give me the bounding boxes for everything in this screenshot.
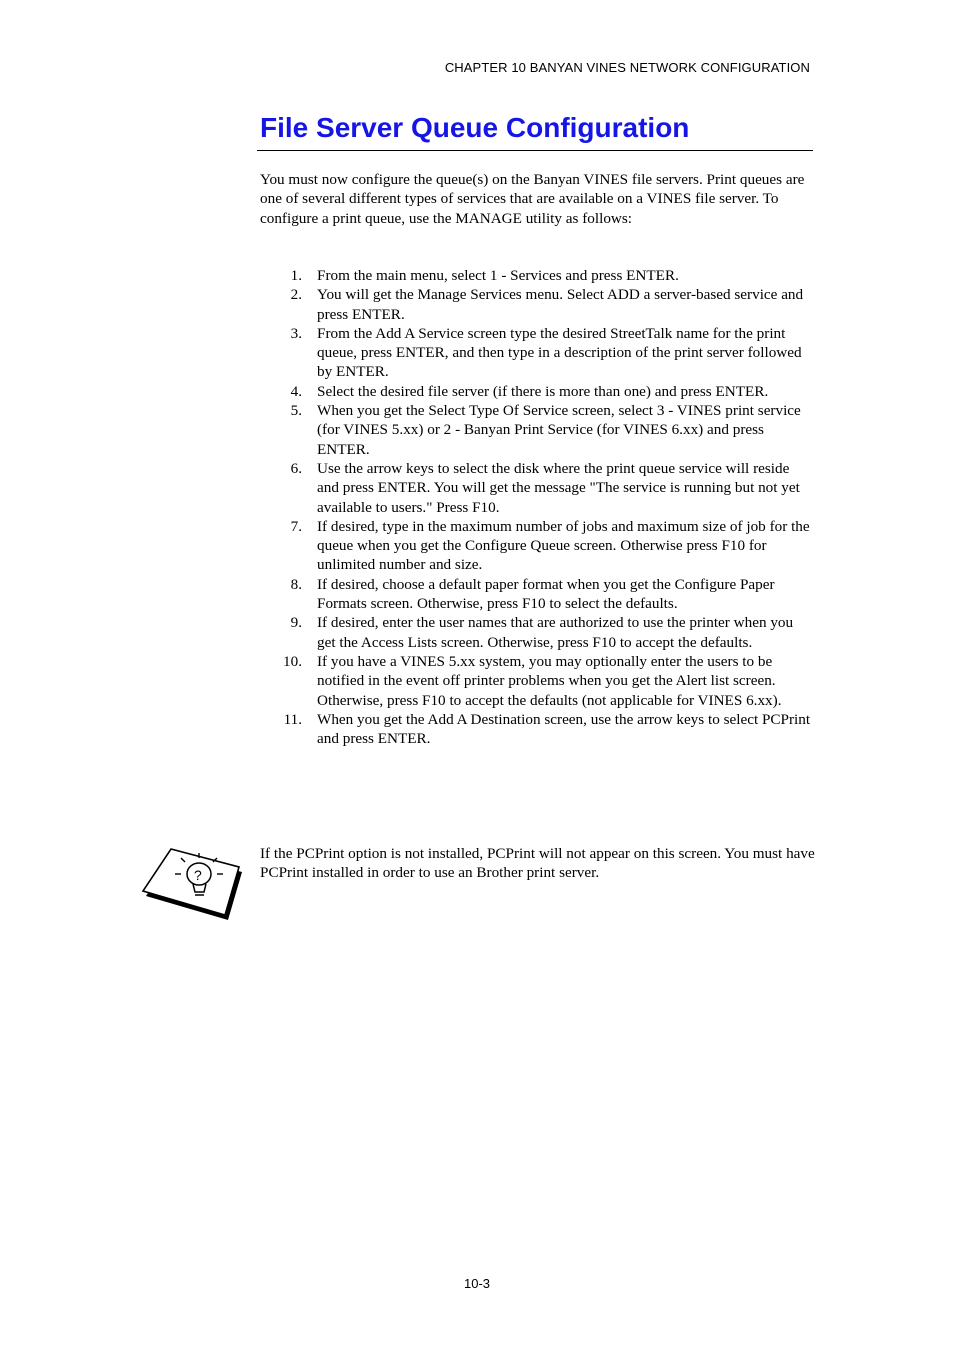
step-number: 1. <box>290 267 302 284</box>
note-text: If the PCPrint option is not installed, PCPrint will not appear on this screen. You must have PCPrint installed in order to use an Brother print server. <box>260 845 815 882</box>
step-number: 7. <box>290 517 302 535</box>
step-number: 10. <box>283 652 302 670</box>
step-text: When you get the Select Type Of Service screen, select 3 - VINES print service (for VINES 5.xx) or 2 - Banyan Print Service (for VINES 6.xx) and press ENTER. <box>317 402 801 458</box>
running-header: CHAPTER 10 BANYAN VINES NETWORK CONFIGURATION <box>444 60 810 75</box>
step-number: 8. <box>290 575 302 593</box>
list-item <box>260 401 815 459</box>
step-number: 6. <box>290 459 302 477</box>
list-item <box>260 575 815 614</box>
list-item <box>260 382 815 401</box>
list-item <box>260 652 815 710</box>
step-text: If you have a VINES 5.xx system, you may optionally enter the users to be notified in the event off printer problems when you get the Alert list screen. Otherwise, press F10 to accept the defaults (not applicable for VINES 6.xx). <box>317 652 782 709</box>
step-text: If desired, enter the user names that are authorized to use the printer when you get the Access Lists screen. Otherwise, press F10 to accept the defaults. <box>317 614 794 651</box>
page-title: File Server Queue Configuration <box>260 112 690 143</box>
step-text: Select the desired file server (if there is more than one) and press ENTER. <box>317 382 769 400</box>
step-text: From the main menu, select 1 - Services and press ENTER. <box>317 267 679 284</box>
steps-list <box>260 266 815 748</box>
step-text: If desired, type in the maximum number of jobs and maximum size of job for the queue when you get the Configure Queue screen. Otherwise press F10 for unlimited number and size. <box>317 517 810 574</box>
title-underline-divider <box>257 150 813 151</box>
list-item <box>260 613 815 652</box>
step-text: You will get the Manage Services menu. Select ADD a server-based service and press ENTER. <box>317 286 804 323</box>
list-item <box>260 285 815 324</box>
list-item <box>260 324 815 382</box>
step-text: When you get the Add A Destination screen, use the arrow keys to select PCPrint and press ENTER. <box>317 710 811 748</box>
list-item <box>260 710 815 749</box>
step-text: If desired, choose a default paper format when you get the Configure Paper Formats screen. Otherwise, press F10 to select the defaults. <box>317 575 775 613</box>
list-item <box>260 266 815 285</box>
step-number: 4. <box>290 382 302 400</box>
list-item <box>260 459 815 517</box>
list-item <box>260 517 815 575</box>
step-number: 9. <box>290 614 302 632</box>
step-number: 3. <box>290 324 302 342</box>
page-number: 10-3 <box>463 1276 491 1291</box>
step-text: Use the arrow keys to select the disk where the print queue service will reside and press ENTER. You will get the message "The service is running but not yet available to users." Press F10. <box>317 459 800 516</box>
step-number: 11. <box>283 710 302 728</box>
step-number: 2. <box>290 286 302 304</box>
lightbulb-note-icon <box>140 844 248 926</box>
step-text: From the Add A Service screen type the desired StreetTalk name for the print queue, press ENTER, and then type in a description of the print server followed by ENTER. <box>317 324 802 381</box>
svg-text:?: ? <box>194 867 202 883</box>
step-number: 5. <box>290 402 302 420</box>
intro-paragraph: You must now configure the queue(s) on the Banyan VINES file servers. Print queues are one of several different types of services that are available on a VINES file server. To configure a print queue, use the MANAGE utility as follows: <box>260 171 805 227</box>
